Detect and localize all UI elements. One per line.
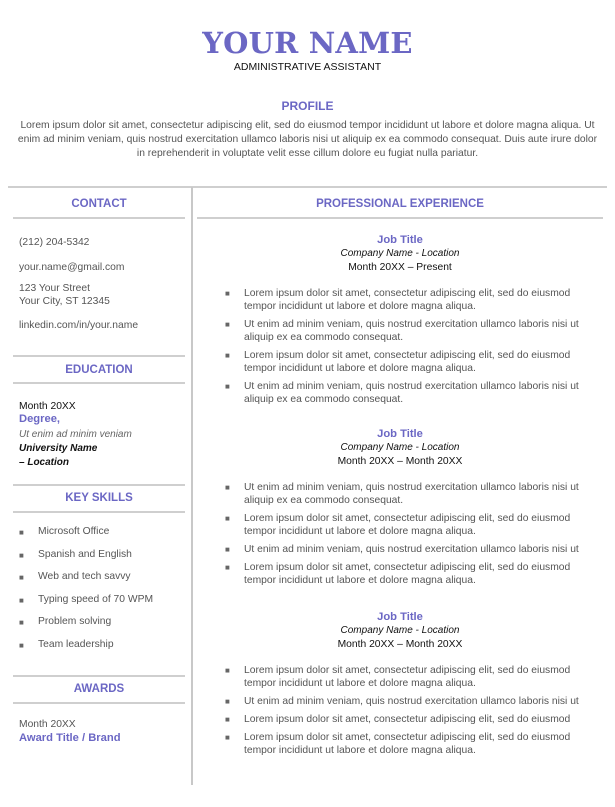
contact-email: your.name@gmail.com <box>19 262 125 273</box>
education-degree: Degree, <box>19 413 61 425</box>
job-company: Company Name - Location <box>340 442 460 453</box>
award-date: Month 20XX <box>19 719 76 730</box>
bullet-text: Ut enim ad minim veniam, quis nostrud exercitation ullamco laboris nisi ut aliquip ex ea commodo consequat. <box>244 319 579 343</box>
skill-label: Web and tech savvy <box>38 571 131 582</box>
bullet-icon: ■ <box>19 640 24 650</box>
skill-item <box>19 616 153 639</box>
bullet-icon: ■ <box>19 550 24 560</box>
bullet-icon: ■ <box>225 483 230 492</box>
skill-item <box>19 571 153 594</box>
job-dates: Month 20XX – Month 20XX <box>337 456 463 467</box>
education-top-rule <box>13 355 185 357</box>
contact-address-line2: Your City, ST 12345 <box>19 296 110 307</box>
job-bullet <box>197 731 603 757</box>
education-university: University Name <box>19 443 98 454</box>
bullet-text: Ut enim ad minim veniam, quis nostrud exercitation ullamco laboris nisi ut aliquip ex ea commodo consequat. <box>244 381 579 405</box>
skill-label: Typing speed of 70 WPM <box>38 593 154 605</box>
education-location: – Location <box>19 457 70 468</box>
bullet-icon: ■ <box>225 563 230 572</box>
job-bullet <box>197 695 603 708</box>
award-title: Award Title / Brand <box>19 732 121 744</box>
job-bullet <box>197 561 603 587</box>
experience-rule <box>197 217 603 219</box>
bullet-text: Lorem ipsum dolor sit amet, consectetur adipiscing elit, sed do eiusmod tempor incididunt ut labore et dolore magna aliqua. <box>244 562 571 586</box>
job-entry <box>197 427 603 592</box>
skills-top-rule <box>13 484 185 486</box>
job-title: Job Title <box>377 234 423 246</box>
bullet-text: Lorem ipsum dolor sit amet, consectetur adipiscing elit, sed do eiusmod tempor incididunt ut labore et dolore magna aliqua. <box>244 513 571 537</box>
job-company: Company Name - Location <box>340 625 460 636</box>
education-field: Ut enim ad minim veniam <box>19 429 132 440</box>
bullet-icon: ■ <box>225 382 230 391</box>
job-bullet <box>197 287 603 313</box>
bullet-text: Lorem ipsum dolor sit amet, consectetur adipiscing elit, sed do eiusmod tempor incididunt ut labore et dolore magna aliqua. <box>244 732 571 756</box>
education-heading: EDUCATION <box>65 364 133 376</box>
profile-summary: Lorem ipsum dolor sit amet, consectetur adipiscing elit, sed do eiusmod tempor incididunt ut labore et dolore magna aliqua. Ut enim ad minim veniam, quis nostrud exercitation ullamco laboris nisi ut aliquip ex ea commodo consequat. Duis aute irure dolor in reprehenderit in voluptate velit esse cillum dolore eu fugiat nulla pariatur. <box>17 120 598 159</box>
profile-heading: PROFILE <box>281 99 334 113</box>
bullet-text: Lorem ipsum dolor sit amet, consectetur adipiscing elit, sed do eiusmod tempor incididunt ut labore et dolore magna aliqua. <box>244 665 571 689</box>
bullet-icon: ■ <box>225 545 230 554</box>
bullet-text: Ut enim ad minim veniam, quis nostrud exercitation ullamco laboris nisi ut <box>244 696 579 707</box>
job-title: Job Title <box>377 611 423 623</box>
job-bullets <box>197 481 603 587</box>
job-bullet <box>197 349 603 375</box>
job-entry <box>197 233 603 411</box>
skill-label: Team leadership <box>38 638 114 650</box>
skill-label: Problem solving <box>38 616 112 627</box>
job-bullet <box>197 481 603 507</box>
skill-item <box>19 639 153 662</box>
awards-heading: AWARDS <box>73 683 125 695</box>
resume-job-title: ADMINISTRATIVE ASSISTANT <box>233 61 382 73</box>
job-entry <box>197 610 603 762</box>
job-bullet <box>197 380 603 406</box>
skills-rule <box>13 511 185 513</box>
job-dates: Month 20XX – Present <box>348 262 452 273</box>
column-divider <box>191 187 193 785</box>
job-bullets <box>197 287 603 406</box>
job-bullet <box>197 512 603 538</box>
contact-phone: (212) 204-5342 <box>19 237 90 248</box>
bullet-icon: ■ <box>225 289 230 298</box>
awards-rule <box>13 702 185 704</box>
education-rule <box>13 382 185 384</box>
bullet-icon: ■ <box>225 320 230 329</box>
awards-top-rule <box>13 675 185 677</box>
skill-item <box>19 549 153 572</box>
bullet-icon: ■ <box>225 351 230 360</box>
skills-heading: KEY SKILLS <box>65 492 133 504</box>
bullet-text: Lorem ipsum dolor sit amet, consectetur adipiscing elit, sed do eiusmod <box>244 714 571 725</box>
job-bullet <box>197 318 603 344</box>
bullet-icon: ■ <box>225 514 230 523</box>
job-dates: Month 20XX – Month 20XX <box>337 639 463 650</box>
bullet-icon: ■ <box>19 573 24 582</box>
job-bullet <box>197 543 603 556</box>
skills-list <box>19 526 153 661</box>
bullet-icon: ■ <box>225 733 230 742</box>
job-bullets <box>197 664 603 757</box>
contact-linkedin: linkedin.com/in/your.name <box>19 320 139 331</box>
contact-rule <box>13 217 185 219</box>
resume-name: YOUR NAME <box>202 26 413 60</box>
bullet-icon: ■ <box>19 595 24 605</box>
contact-heading: CONTACT <box>71 198 127 210</box>
bullet-text: Lorem ipsum dolor sit amet, consectetur adipiscing elit, sed do eiusmod tempor incididunt ut labore et dolore magna aliqua. <box>244 350 571 374</box>
bullet-icon: ■ <box>225 666 230 675</box>
bullet-text: Ut enim ad minim veniam, quis nostrud exercitation ullamco laboris nisi ut <box>244 544 579 555</box>
experience-heading: PROFESSIONAL EXPERIENCE <box>316 198 484 210</box>
bullet-icon: ■ <box>225 715 230 724</box>
skill-label: Microsoft Office <box>38 526 110 537</box>
skill-item <box>19 526 153 549</box>
bullet-icon: ■ <box>225 697 230 706</box>
bullet-icon: ■ <box>19 618 24 627</box>
contact-address-line1: 123 Your Street <box>19 283 90 294</box>
bullet-icon: ■ <box>19 528 24 537</box>
bullet-text: Ut enim ad minim veniam, quis nostrud exercitation ullamco laboris nisi ut aliquip ex ea commodo consequat. <box>244 482 579 506</box>
skill-item <box>19 594 153 617</box>
job-company: Company Name - Location <box>340 248 460 259</box>
job-bullet <box>197 664 603 690</box>
job-bullet <box>197 713 603 726</box>
bullet-text: Lorem ipsum dolor sit amet, consectetur adipiscing elit, sed do eiusmod tempor incididunt ut labore et dolore magna aliqua. <box>244 288 571 312</box>
skill-label: Spanish and English <box>38 548 132 560</box>
education-date: Month 20XX <box>19 401 76 412</box>
job-title: Job Title <box>377 428 423 440</box>
section-divider <box>8 186 607 188</box>
